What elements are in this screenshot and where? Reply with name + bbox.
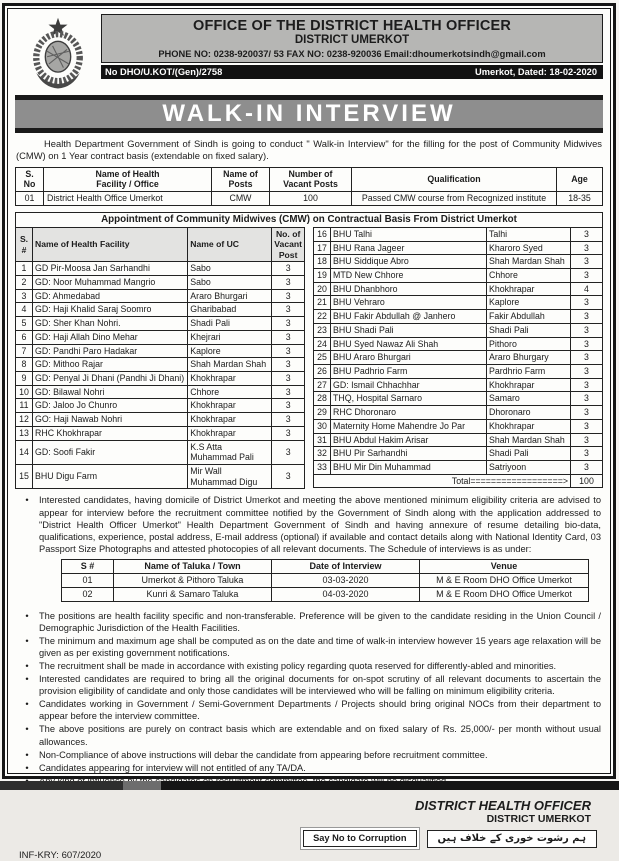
- facility-vacant: 3: [272, 262, 305, 276]
- appointment-left-table: [15, 227, 305, 490]
- facility-uc: Khokhrapar: [188, 399, 272, 413]
- facility-vacant: 3: [272, 371, 305, 385]
- ad-outer-frame: [2, 3, 616, 861]
- facility-sno: 14: [16, 440, 33, 464]
- schedule-header-row: [62, 559, 589, 573]
- facility-name: Maternity Home Mahendre Jo Par: [331, 419, 487, 433]
- summary-header-facility: Name of Health Facility / Office: [44, 167, 212, 191]
- summary-header-age: Age: [557, 167, 603, 191]
- bullet-icon: [15, 723, 39, 747]
- facility-vacant: 3: [571, 433, 603, 447]
- office-title-box: [101, 14, 603, 63]
- schedule-header-sno: S #: [62, 559, 114, 573]
- facility-vacant: 3: [272, 317, 305, 331]
- facility-name: BHU Abdul Hakim Arisar: [331, 433, 487, 447]
- facility-vacant: 3: [571, 268, 603, 282]
- facility-uc: Chhore: [188, 385, 272, 399]
- facility-uc: Araro Bhurgari: [188, 289, 272, 303]
- note-item: [15, 673, 603, 697]
- schedule-header-date: Date of Interview: [272, 559, 420, 573]
- facility-row: [16, 385, 305, 399]
- facility-vacant: 3: [571, 337, 603, 351]
- facility-vacant: 3: [571, 296, 603, 310]
- summary-row: [16, 192, 603, 206]
- appointment-header-row: [16, 227, 305, 261]
- facility-uc: Araro Bhurgary: [487, 351, 571, 365]
- facility-name: BHU Talhi: [331, 227, 487, 241]
- signature-district: DISTRICT UMERKOT: [486, 813, 591, 826]
- facility-vacant: 3: [272, 399, 305, 413]
- facility-sno: 25: [314, 351, 331, 365]
- facility-sno: 3: [16, 289, 33, 303]
- facility-name: BHU Digu Farm: [33, 465, 188, 489]
- facility-uc: Khejrari: [188, 330, 272, 344]
- schedule-taluka: Umerkot & Pithoro Taluka: [114, 573, 272, 587]
- facility-uc: Satriyoon: [487, 461, 571, 475]
- bullet-icon: [15, 660, 39, 672]
- facility-name: BHU Vehraro: [331, 296, 487, 310]
- facility-row: [314, 282, 603, 296]
- schedule-header-venue: Venue: [420, 559, 589, 573]
- facility-row: [16, 262, 305, 276]
- facility-row: [16, 413, 305, 427]
- summary-sno: 01: [16, 192, 44, 206]
- facility-uc: Shah Mardan Shah: [487, 433, 571, 447]
- appointment-table-title: Appointment of Community Midwives (CMW) on Contractual Basis From District Umerkot: [15, 212, 603, 227]
- schedule-date: 04-03-2020: [272, 587, 420, 601]
- facility-vacant: 3: [571, 378, 603, 392]
- facility-row: [314, 227, 603, 241]
- facility-name: BHU Padhrio Farm: [331, 364, 487, 378]
- facility-vacant: 3: [272, 440, 305, 464]
- facility-name: GD: Ahmedabad: [33, 289, 188, 303]
- reference-bar: [101, 65, 603, 79]
- facility-name: BHU Fakir Abdullah @ Janhero: [331, 310, 487, 324]
- note-text: Interested candidates, having domicile of District Umerkot and meeting the above mentioned minimum eligibility criteria are advised to appear for interview before the recruitment committee notified by the Government of Sindh along with the application addressed to "District Health Officer Umerkot" Health Department Government of Sindh and having annexure of resume detailing bio-data, qualifications, experience, postal address, E-mail address (optional) if available and contact details along with National Identity Card, 03 Passport Size Photographs and attested photocopies of all relevant documents. The Schedule of interviews is as under:: [39, 495, 601, 554]
- walk-in-interview-banner: WALK-IN INTERVIEW: [15, 95, 603, 133]
- facility-sno: 6: [16, 330, 33, 344]
- facility-row: [16, 289, 305, 303]
- notes-before-schedule: [15, 493, 603, 555]
- facility-sno: 33: [314, 461, 331, 475]
- summary-facility: District Health Office Umerkot: [44, 192, 212, 206]
- facility-row: [314, 310, 603, 324]
- note-text: Candidates appearing for interview will not entitled of any TA/DA.: [39, 762, 306, 773]
- facility-uc: Mir Wall Muhammad Digu: [188, 465, 272, 489]
- reference-number: No DHO/U.KOT/(Gen)/2758: [105, 67, 223, 77]
- summary-header-vacant: Number of Vacant Posts: [270, 167, 352, 191]
- facility-uc: Shah Mardan Shah: [487, 255, 571, 269]
- facility-name: RHC Dhoronaro: [331, 406, 487, 420]
- facility-name: BHU Siddique Abro: [331, 255, 487, 269]
- note-item: [15, 610, 603, 634]
- facility-row: [314, 392, 603, 406]
- facility-sno: 28: [314, 392, 331, 406]
- facility-vacant: 3: [272, 303, 305, 317]
- facility-uc: Shah Mardan Shah: [188, 358, 272, 372]
- footer-badges: [15, 830, 597, 848]
- facility-vacant: 3: [272, 289, 305, 303]
- facility-vacant: 3: [571, 392, 603, 406]
- facility-vacant: 3: [571, 419, 603, 433]
- note-text: The minimum and maximum age shall be computed as on the date and time of walk-in interview however 15 years age relaxation will be given as per existing government notifications.: [39, 635, 601, 658]
- facility-sno: 1: [16, 262, 33, 276]
- bullet-icon: [15, 698, 39, 722]
- facility-row: [16, 440, 305, 464]
- facility-sno: 32: [314, 447, 331, 461]
- appt-header-vacant: No. of Vacant Post: [272, 227, 305, 261]
- facility-name: GD: Haji Khalid Saraj Soomro: [33, 303, 188, 317]
- facility-vacant: 3: [272, 385, 305, 399]
- facility-uc: Kharoro Syed: [487, 241, 571, 255]
- facility-uc: Khokhrapar: [487, 282, 571, 296]
- facility-sno: 7: [16, 344, 33, 358]
- facility-vacant: 3: [571, 447, 603, 461]
- facility-uc: Pardhrio Farm: [487, 364, 571, 378]
- facility-vacant: 3: [272, 426, 305, 440]
- facility-name: BHU Syed Nawaz Ali Shah: [331, 337, 487, 351]
- facility-row: [314, 378, 603, 392]
- total-value: 100: [571, 474, 603, 488]
- facility-vacant: 3: [571, 351, 603, 365]
- facility-row: [314, 433, 603, 447]
- note-text: Candidates working in Government / Semi-Government Departments / Projects should bring original NOCs from their department to appear before the interview committee.: [39, 699, 601, 722]
- emblem-column: [15, 14, 101, 92]
- note-text: The recruitment shall be made in accordance with existing policy regarding quota reserved for differently-abled and minorities.: [39, 661, 557, 672]
- signature-title: DISTRICT HEALTH OFFICER: [415, 797, 591, 813]
- facility-name: GD: Haji Allah Dino Mehar: [33, 330, 188, 344]
- facility-name: BHU Mir Din Muhammad: [331, 461, 487, 475]
- facility-name: BHU Rana Jageer: [331, 241, 487, 255]
- facility-vacant: 3: [272, 358, 305, 372]
- facility-name: GD: Mithoo Rajar: [33, 358, 188, 372]
- facility-row: [314, 241, 603, 255]
- facility-name: GD: Jaloo Jo Chunro: [33, 399, 188, 413]
- facility-vacant: 3: [272, 275, 305, 289]
- appt-header-sno: S. #: [16, 227, 33, 261]
- facility-sno: 29: [314, 406, 331, 420]
- facility-name: MTD New Chhore: [331, 268, 487, 282]
- urdu-slogan-badge: ہم رشوت خوری کے خلاف ہیں: [427, 830, 597, 848]
- contact-line: PHONE NO: 0238-920037/ 53 FAX NO: 0238-920036 Email:dhoumerkotsindh@gmail.com: [158, 49, 546, 59]
- facility-vacant: 3: [571, 310, 603, 324]
- facility-name: GD: Soofi Fakir: [33, 440, 188, 464]
- note-text: Interested candidates are required to bring all the original documents for on-spot scrutiny of all relevant documents to ascertain the provision eligibility of candidate and only those candidates will be interviewed who will be falling on minimum eligibility criteria.: [39, 674, 601, 697]
- facility-row: [314, 296, 603, 310]
- facility-sno: 15: [16, 465, 33, 489]
- district-title: DISTRICT UMERKOT: [294, 34, 410, 46]
- facility-vacant: 3: [272, 344, 305, 358]
- ad-inner-frame: [7, 8, 611, 861]
- schedule-sno: 01: [62, 573, 114, 587]
- facility-name: BHU Araro Bhurgari: [331, 351, 487, 365]
- facility-uc: Dhoronaro: [487, 406, 571, 420]
- note-item: [15, 698, 603, 722]
- ad-header: [15, 14, 603, 92]
- schedule-header-taluka: Name of Taluka / Town: [114, 559, 272, 573]
- signature-block: [15, 798, 591, 826]
- facility-name: THQ, Hospital Sarnaro: [331, 392, 487, 406]
- facility-sno: 5: [16, 317, 33, 331]
- schedule-sno: 02: [62, 587, 114, 601]
- facility-vacant: 3: [571, 406, 603, 420]
- facility-sno: 9: [16, 371, 33, 385]
- facility-name: GD: Penyal Ji Dhani (Pandhi Ji Dhani): [33, 371, 188, 385]
- appt-header-facility: Name of Health Facility: [33, 227, 188, 261]
- facility-vacant: 3: [272, 413, 305, 427]
- facility-sno: 8: [16, 358, 33, 372]
- facility-uc: Pithoro: [487, 337, 571, 351]
- intro-paragraph: Health Department Government of Sindh is going to conduct " Walk-in Interview" for the filling for the post of Community Midwives (CMW) on 1 Year contract basis (extendable on fixed salary).: [16, 138, 602, 162]
- appointment-table-section: [15, 212, 603, 490]
- note-text: The positions are health facility specific and non-transferable. Preference will be given to the candidate residing in the Union Council / Demographic Jurisdiction of the Health Facilities.: [39, 610, 601, 633]
- facility-name: RHC Khokhrapar: [33, 426, 188, 440]
- bottom-strip-dark-segment: [0, 781, 123, 790]
- inf-reference: INF-KRY: 607/2020: [19, 850, 102, 861]
- bullet-icon: [15, 762, 39, 774]
- bullet-icon: [15, 673, 39, 697]
- dated-label: Umerkot, Dated: 18-02-2020: [475, 67, 597, 77]
- facility-uc: Sabo: [188, 275, 272, 289]
- office-title: OFFICE OF THE DISTRICT HEALTH OFFICER: [192, 18, 512, 34]
- facility-row: [314, 419, 603, 433]
- facility-uc: Khokhrapar: [188, 413, 272, 427]
- facility-sno: 21: [314, 296, 331, 310]
- facility-row: [314, 364, 603, 378]
- facility-uc: Khokhrapar: [487, 378, 571, 392]
- facility-vacant: 3: [571, 364, 603, 378]
- facility-uc: Fakir Abdullah: [487, 310, 571, 324]
- summary-post: CMW: [212, 192, 270, 206]
- facility-sno: 4: [16, 303, 33, 317]
- facility-sno: 27: [314, 378, 331, 392]
- facility-sno: 23: [314, 323, 331, 337]
- appt-header-uc: Name of UC: [188, 227, 272, 261]
- facility-name: GD Pir-Moosa Jan Sarhandhi: [33, 262, 188, 276]
- sindh-govt-emblem-icon: [29, 16, 87, 92]
- summary-header-row: [16, 167, 603, 191]
- facility-row: [16, 344, 305, 358]
- facility-row: [16, 303, 305, 317]
- bottom-strip-gray-segment: [123, 781, 161, 790]
- facility-vacant: 3: [571, 227, 603, 241]
- schedule-venue: M & E Room DHO Office Umerkot: [420, 587, 589, 601]
- facility-row: [16, 358, 305, 372]
- note-item: [15, 762, 603, 774]
- facility-name: BHU Pir Sarhandhi: [331, 447, 487, 461]
- facility-vacant: 3: [272, 330, 305, 344]
- bullet-icon: [15, 749, 39, 761]
- facility-uc: Khokhrapar: [188, 426, 272, 440]
- facility-sno: 12: [16, 413, 33, 427]
- total-row: [314, 474, 603, 488]
- facility-row: [16, 317, 305, 331]
- facility-uc: Talhi: [487, 227, 571, 241]
- facility-uc: K.S Atta Muhammad Pali: [188, 440, 272, 464]
- facility-name: GD: Sher Khan Nohri.: [33, 317, 188, 331]
- facility-vacant: 3: [571, 323, 603, 337]
- note-text: Non-Compliance of above instructions will debar the candidate from appearing before recruitment committee.: [39, 749, 488, 760]
- note-item: [15, 749, 603, 761]
- note-text: The above positions are purely on contract basis which are extendable and on fixed salary of Rs. 25,000/- per month without usual allowances.: [39, 724, 601, 747]
- facility-vacant: 3: [272, 465, 305, 489]
- facility-uc: Kaplore: [487, 296, 571, 310]
- facility-name: GO: Haji Nawab Nohri: [33, 413, 188, 427]
- facility-sno: 18: [314, 255, 331, 269]
- facility-uc: Khokhrapar: [188, 371, 272, 385]
- bullet-icon: [15, 635, 39, 659]
- schedule-date: 03-03-2020: [272, 573, 420, 587]
- schedule-row: [62, 573, 589, 587]
- facility-vacant: 3: [571, 461, 603, 475]
- facility-sno: 10: [16, 385, 33, 399]
- facility-uc: Shadi Pali: [188, 317, 272, 331]
- bullet-icon: [15, 494, 39, 554]
- facility-uc: Shadi Pali: [487, 447, 571, 461]
- summary-header-sno: S. No: [16, 167, 44, 191]
- facility-vacant: 4: [571, 282, 603, 296]
- summary-header-posts: Name of Posts: [212, 167, 270, 191]
- summary-qualification: Passed CMW course from Recognized institute: [352, 192, 557, 206]
- appointment-table-body: [15, 227, 603, 490]
- note-item: [15, 635, 603, 659]
- facility-sno: 16: [314, 227, 331, 241]
- notes-after-schedule: [15, 609, 603, 788]
- header-right: [101, 14, 603, 92]
- facility-uc: Khokhrapar: [487, 419, 571, 433]
- facility-row: [314, 447, 603, 461]
- facility-uc: Gharibabad: [188, 303, 272, 317]
- summary-age: 18-35: [557, 192, 603, 206]
- facility-row: [314, 268, 603, 282]
- facility-row: [16, 330, 305, 344]
- facility-row: [314, 337, 603, 351]
- facility-row: [314, 406, 603, 420]
- bullet-icon: [15, 610, 39, 634]
- facility-sno: 11: [16, 399, 33, 413]
- facility-name: GD: Noor Muhammad Mangrio: [33, 275, 188, 289]
- note-item: [15, 723, 603, 747]
- facility-vacant: 3: [571, 255, 603, 269]
- facility-sno: 30: [314, 419, 331, 433]
- facility-name: GD: Ismail Chhachhar: [331, 378, 487, 392]
- summary-table: [15, 167, 603, 206]
- facility-name: BHU Shadi Pali: [331, 323, 487, 337]
- facility-row: [314, 255, 603, 269]
- facility-name: BHU Dhanbhoro: [331, 282, 487, 296]
- facility-sno: 22: [314, 310, 331, 324]
- facility-sno: 2: [16, 275, 33, 289]
- summary-vacant: 100: [270, 192, 352, 206]
- facility-uc: Samaro: [487, 392, 571, 406]
- facility-sno: 24: [314, 337, 331, 351]
- summary-header-qualification: Qualification: [352, 167, 557, 191]
- facility-uc: Sabo: [188, 262, 272, 276]
- schedule-row: [62, 587, 589, 601]
- facility-row: [16, 275, 305, 289]
- facility-row: [314, 461, 603, 475]
- facility-row: [16, 465, 305, 489]
- total-label: Total==================>: [314, 474, 571, 488]
- facility-sno: 20: [314, 282, 331, 296]
- note-item: [15, 660, 603, 672]
- facility-uc: Kaplore: [188, 344, 272, 358]
- facility-uc: Shadi Pali: [487, 323, 571, 337]
- schedule-taluka: Kunri & Samaro Taluka: [114, 587, 272, 601]
- facility-row: [16, 426, 305, 440]
- facility-sno: 26: [314, 364, 331, 378]
- facility-sno: 31: [314, 433, 331, 447]
- facility-sno: 17: [314, 241, 331, 255]
- facility-vacant: 3: [571, 241, 603, 255]
- facility-name: GD: Pandhi Paro Hadakar: [33, 344, 188, 358]
- facility-uc: Chhore: [487, 268, 571, 282]
- facility-row: [16, 399, 305, 413]
- schedule-table: [61, 559, 589, 602]
- schedule-venue: M & E Room DHO Office Umerkot: [420, 573, 589, 587]
- say-no-to-corruption-badge: Say No to Corruption: [303, 830, 416, 847]
- note-item: [15, 494, 603, 554]
- facility-name: GD: Bilawal Nohri: [33, 385, 188, 399]
- facility-row: [16, 371, 305, 385]
- facility-row: [314, 351, 603, 365]
- appointment-right-table: [313, 227, 603, 489]
- facility-row: [314, 323, 603, 337]
- page-bottom-strip: [0, 781, 619, 790]
- facility-sno: 13: [16, 426, 33, 440]
- facility-sno: 19: [314, 268, 331, 282]
